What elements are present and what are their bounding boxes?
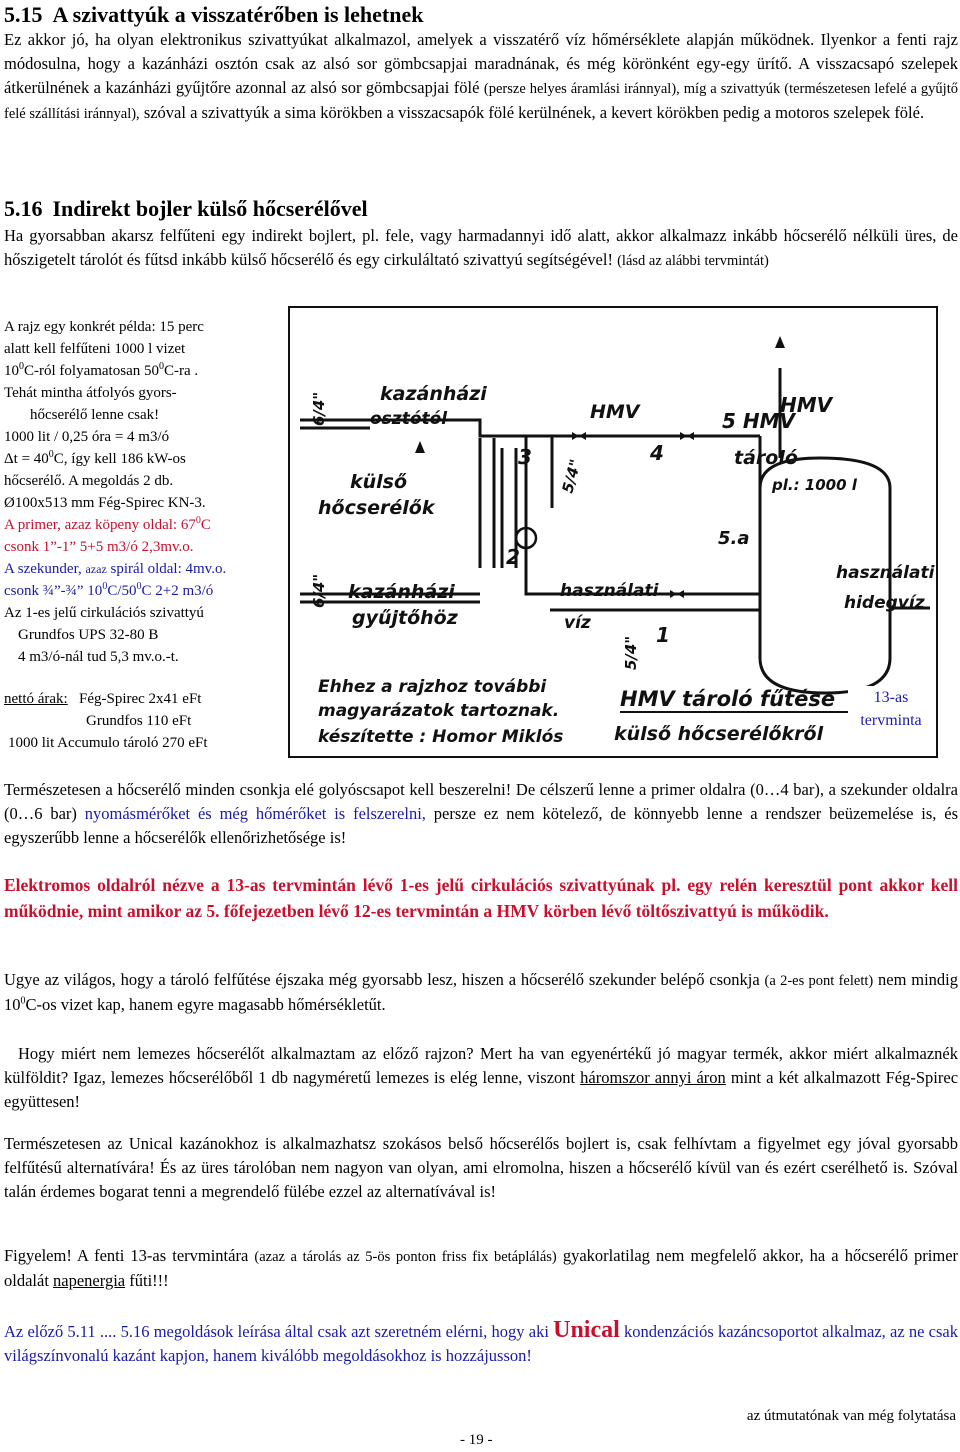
paragraph-unical-boilers [4,1132,958,1204]
label-hidegviz: hidegvíz [844,593,925,613]
label-hocserelok: hőcserélők [318,497,435,519]
label-5a: 5.a [718,528,750,549]
valve-icon [572,432,586,440]
calc-text: C/50 [107,583,137,599]
label-kazanhazi-oszto: kazánházi [380,383,487,405]
paragraph-small-text: (azaz a tárolás az 5-ös ponton friss fix betáplálás) [254,1249,557,1265]
label-osztotol: osztótól [370,409,448,429]
paragraph-text: gyakorlatilag nem megfelelő akkor, ha a hőcserélő primer oldalát [4,1246,959,1290]
label-number: 3 [518,445,532,469]
label-pipe-size: 6/4" [310,391,328,426]
paragraph-text: C-os vizet kap, hanem egyre magasabb hőmérsékletűt. [25,995,386,1014]
drawing-title: HMV tároló fűtése [620,687,836,711]
calc-text: C [200,517,211,533]
calc-text: A primer, azaz köpeny oldal: 67 [4,517,196,533]
paragraph-plate-exchanger [4,1042,958,1114]
unical-brand: Unical [553,1317,620,1343]
calc-line: 4 m3/ó-nál tud 5,3 mv.o.-t. [18,649,179,665]
hand-drawing [288,306,938,758]
label-kazanhazi-gyujto: kazánházi [348,581,455,603]
superscript: 0 [48,449,54,460]
price-list [4,688,284,754]
calc-line: A rajz egy konkrét példa: 15 perc [4,319,204,335]
label-tank-volume: pl.: 1000 l [772,476,857,494]
calc-text: A szekunder, [4,561,86,577]
section-5-16-paragraph [4,224,958,273]
caption-line: 13-as [873,689,909,706]
superscript: 0 [102,581,108,592]
label-number: 2 [506,545,520,569]
valve-icon [680,432,694,440]
calc-line [4,580,282,602]
section-title: A szivattyúk a visszatérőben is lehetnek [52,2,424,27]
paragraph-warning [4,1244,958,1293]
paragraph-text: Természetesen a hőcserélő minden csonkja elé golyóscsapot kell beszerelni! De célszerű lenne a primer oldalra (0…4 bar), a szekunder oldalra (0…6 bar) [4,780,958,823]
label-pipe-size: 6/4" [310,573,328,608]
paragraph-text: Természetesen az Unical kazánokhoz is alkalmazhatsz szokásos belső hőcserélős bojlert is, csak felhívtam a figyelmet egy jóval gyorsabb felfűtésű alternatívára! És az üres tárolóban nem nagyon van olyan, ami elromolna, hiszen a hőcserélő kívül van és ezért cserélhető is. Szóval talán érdemes bogarat tenni a megrendelő fülébe ezzel az alternatívával is! [4,1134,958,1201]
superscript: 0 [158,361,164,372]
label-gyujtohoz: gyűjtőhöz [352,607,458,629]
continuation-note: az útmutatónak van még folytatása [746,1408,956,1424]
paragraph-electrical [4,872,958,924]
calc-line: Az 1-es jelű cirkulációs szivattyú [4,605,204,621]
label-author: készítette : Homor Miklós [318,727,564,747]
calc-text: csonk ¾”-¾” 10 [4,583,103,599]
label-pipe-size: 5/4" [558,457,585,496]
calc-line [4,360,282,382]
valve-icon [670,590,684,598]
paragraph-text: szóval a szivattyúk a sima körökben a visszacsapók fölé kerülnének, a kevert körökben pedig a motoros szelepek fölé. [143,103,925,122]
calc-line: Tehát mintha átfolyós gyors- [4,385,177,401]
calc-line: csonk 1”-1” 5+5 m3/ó 2,3mv.o. [4,539,194,555]
calc-line: hőcserélő. A megoldás 2 db. [4,473,174,489]
paragraph-text: nem mindig 10 [4,970,958,1014]
calc-line: 1000 lit / 0,25 óra = 4 m3/ó [4,429,170,445]
calc-line: Ø100x513 mm Fég-Spirec KN-3. [4,495,206,511]
schematic-drawing [290,308,936,756]
price-item: Grundfos 110 eFt [86,713,192,729]
drawing-subtitle: külső hőcserélőkről [614,723,824,745]
label-number: 4 [650,441,664,465]
calc-text: 10 [4,363,19,379]
paragraph-small-text: (a 2-es pont felett) [764,973,874,989]
label-kulso: külső [350,471,408,493]
calc-line: Grundfos UPS 32-80 B [18,627,159,643]
calc-line [4,514,282,536]
price-item: Fég-Spirec 2x41 eFt [78,691,202,707]
calc-line: alatt kell felfűteni 1000 l vizet [4,341,186,357]
paragraph-night-heating [4,968,958,1017]
section-heading-5-15 [4,2,423,28]
return-line [526,436,760,594]
section-title: Indirekt bojler külső hőcserélővel [52,196,368,221]
label-pipe-size: 5/4" [622,635,640,670]
arrow-up-icon [415,441,425,453]
calc-line: hőcserélő lenne csak! [30,407,160,423]
section-5-15-paragraph [4,28,958,126]
calc-text: C, így kell 186 kW-os [53,451,186,467]
superscript: 0 [20,995,26,1007]
label-hmv: HMV [590,401,640,423]
paragraph-text: Ha gyorsabban akarsz felfűteni egy indirekt bojlert, pl. fele, vagy harmadannyi idő alatt, akkor alkalmazz inkább hőcserélő nélküli üres, de hőszigetelt tárolót és fűtsd inkább külső hőcserélő és egy cirkuláltató szivattyú segítségével! [4,226,958,269]
calc-text: C-ról folyamatosan 50 [24,363,159,379]
label-tank: tároló [734,447,798,469]
calc-text: azaz [85,562,107,576]
template-caption [848,686,934,732]
label-number: 1 [656,623,670,647]
superscript: 0 [136,581,142,592]
paragraph-underlined: napenergia [53,1271,126,1290]
price-label: nettó árak: [4,691,68,707]
paragraph-highlight: nyomásmérőket és még hőmérőket is felszerelni, [84,804,426,823]
paragraph-underlined: háromszor annyi áron [580,1068,726,1087]
calc-text: Δt = 40 [4,451,49,467]
paragraph-text: A visszacsapó szelepek átkerülnének a kazánházi gyűjtőre azonnal az alsó sor gömbcsapjai fölé [4,54,959,97]
arrow-up-icon [775,336,785,348]
page-number: - 19 - [460,1432,493,1448]
paragraph-text: Figyelem! A fenti 13-as tervmintára [4,1246,249,1265]
label-note: magyarázatok tartoznak. [318,701,560,721]
paragraph-text: Ez akkor jó, ha olyan elektronikus szivattyúkat alkalmazol, amelyek a visszatérő víz hőmérséklete alapján működnek. Ilyenkor a fenti rajz módosulna, hogy a kazánházi osztón csak az alsó sor gömbcsapjai maradnának, és még körönként egy-egy ürítő. [4,30,958,73]
calc-text: spirál oldal: 4mv.o. [106,561,227,577]
label-viz: víz [564,613,591,633]
paragraph-valves [4,778,958,850]
section-number: 5.15 [4,2,43,27]
valve-symbols [415,336,785,598]
example-calculation [4,316,282,668]
superscript: 0 [195,515,201,526]
label-hmv: HMV [780,393,833,417]
calc-line [4,448,282,470]
paragraph-text: mint a két alkalmazott Fég-Spirec együttesen! [4,1068,959,1111]
section-number: 5.16 [4,196,43,221]
paragraph-text: Az előző 5.11 .... 5.16 megoldások leírása által csak azt szeretném elérni, hogy aki [4,1322,549,1341]
calc-line [4,558,282,580]
label-hasznalati: használati [836,563,935,583]
label-hasznalati: használati [560,581,659,601]
superscript: 0 [19,361,24,372]
paragraph-text: Ugye az világos, hogy a tároló felfűtése éjszaka még gyorsabb lesz, hiszen a hőcserélő szekunder belépő csonkja [4,970,760,989]
paragraph-small-text: (lásd az alábbi tervmintát) [617,253,769,269]
caption-line: tervminta [860,712,922,729]
calc-text: C 2+2 m3/ó [141,583,214,599]
label-note: Ehhez a rajzhoz további [318,677,547,697]
paragraph-text: persze ez nem kötelező, de könnyebb lenne a rendszer beüzemelése is, és egyszerűbb lenne a hőcserélők ellenőrizhetősége is! [4,804,958,847]
section-heading-5-16 [4,196,368,222]
paragraph-closing [4,1318,958,1368]
calc-text: C-ra . [163,363,199,379]
exchanger-1 [480,438,494,568]
paragraph-text: Hogy miért nem lemezes hőcserélőt alkalmaztam az előző rajzon? Mert ha van egyenértékű jó magyar termék, akkor miért alkalmaznék külföldit? Igaz, lemezes hőcserélőből 1 db nagyméretű lemezes is elég lenne, viszont [4,1044,958,1087]
paragraph-small-text: (persze helyes áramlási iránnyal), míg a szivattyúk (természetesen lefelé a gyűjtő felé szállítási iránnyal), [4,81,958,122]
price-item: 1000 lit Accumulo tároló 270 eFt [8,735,208,751]
paragraph-text: Elektromos oldalról nézve a 13-as tervmintán lévő 1-es jelű cirkulációs szivattyúnak pl. egy relén keresztül pont akkor kell működnie, mint amikor az 5. főfejezetben lévő 12-es tervmintán a HMV körben lévő töltőszivattyú is működik. [4,875,958,921]
paragraph-text: kondenzációs kazáncsoportot alkalmaz, az ne csak világszínvonalú kazánt kapjon, hanem kiválóbb megoldásokhoz is hozzájusson! [4,1322,958,1365]
paragraph-text: fűti!!! [129,1271,169,1290]
label-tank: 5 HMV [722,409,795,433]
price-row [4,688,284,710]
